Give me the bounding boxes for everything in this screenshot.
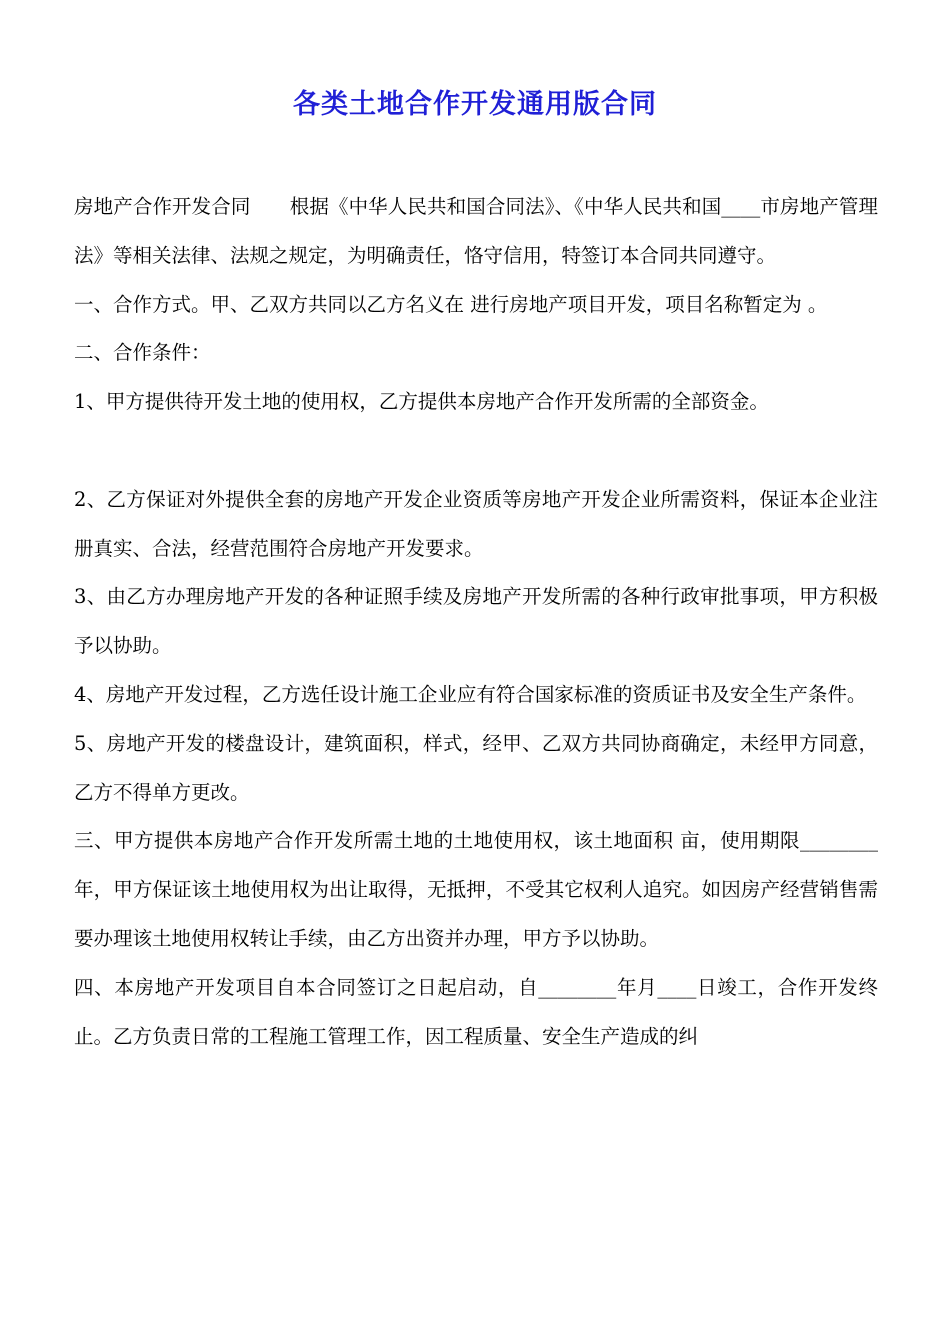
paragraph-condition-3: 3、由乙方办理房地产开发的各种证照手续及房地产开发所需的各种行政审批事项，甲方积极予以协助。 (74, 585, 878, 658)
paragraph-cooperation-conditions-heading: 二、合作条件： (74, 341, 211, 365)
document-body (74, 183, 878, 1061)
paragraph-condition-5: 5、房地产开发的楼盘设计，建筑面积，样式，经甲、乙双方共同协商确定，未经甲方同意，乙方不得单方更改。 (74, 731, 878, 804)
paragraph-land-use-right: 三、甲方提供本房地产合作开发所需土地的土地使用权，该土地面积 亩，使用期限________年，甲方保证该土地使用权为出让取得，无抵押，不受其它权利人追究。如因房产经营销售需要办理该土地使用权转让手续，由乙方出资并办理，甲方予以协助。 (74, 829, 878, 950)
paragraph-cooperation-method: 一、合作方式。甲、乙双方共同以乙方名义在 进行房地产项目开发，项目名称暂定为 。 (74, 292, 828, 316)
paragraph-spacer (74, 427, 878, 476)
paragraph-preamble: 房地产合作开发合同 根据《中华人民共和国合同法》、《中华人民共和国____市房地产管理法》等相关法律、法规之规定，为明确责任，恪守信用，特签订本合同共同遵守。 (74, 195, 878, 267)
document-title: 各类土地合作开发通用版合同 (293, 89, 657, 120)
paragraph-condition-1: 1、甲方提供待开发土地的使用权，乙方提供本房地产合作开发所需的全部资金。 (74, 390, 769, 414)
paragraph-project-schedule: 四、本房地产开发项目自本合同签订之日起启动，自________年月____日竣工，合作开发终止。乙方负责日常的工程施工管理工作，因工程质量、安全生产造成的纠 (74, 975, 878, 1048)
paragraph-condition-2: 2、乙方保证对外提供全套的房地产开发企业资质等房地产开发企业所需资料，保证本企业注册真实、合法，经营范围符合房地产开发要求。 (74, 487, 878, 560)
paragraph-condition-4: 4、房地产开发过程，乙方选任设计施工企业应有符合国家标准的资质证书及安全生产条件。 (74, 682, 867, 706)
